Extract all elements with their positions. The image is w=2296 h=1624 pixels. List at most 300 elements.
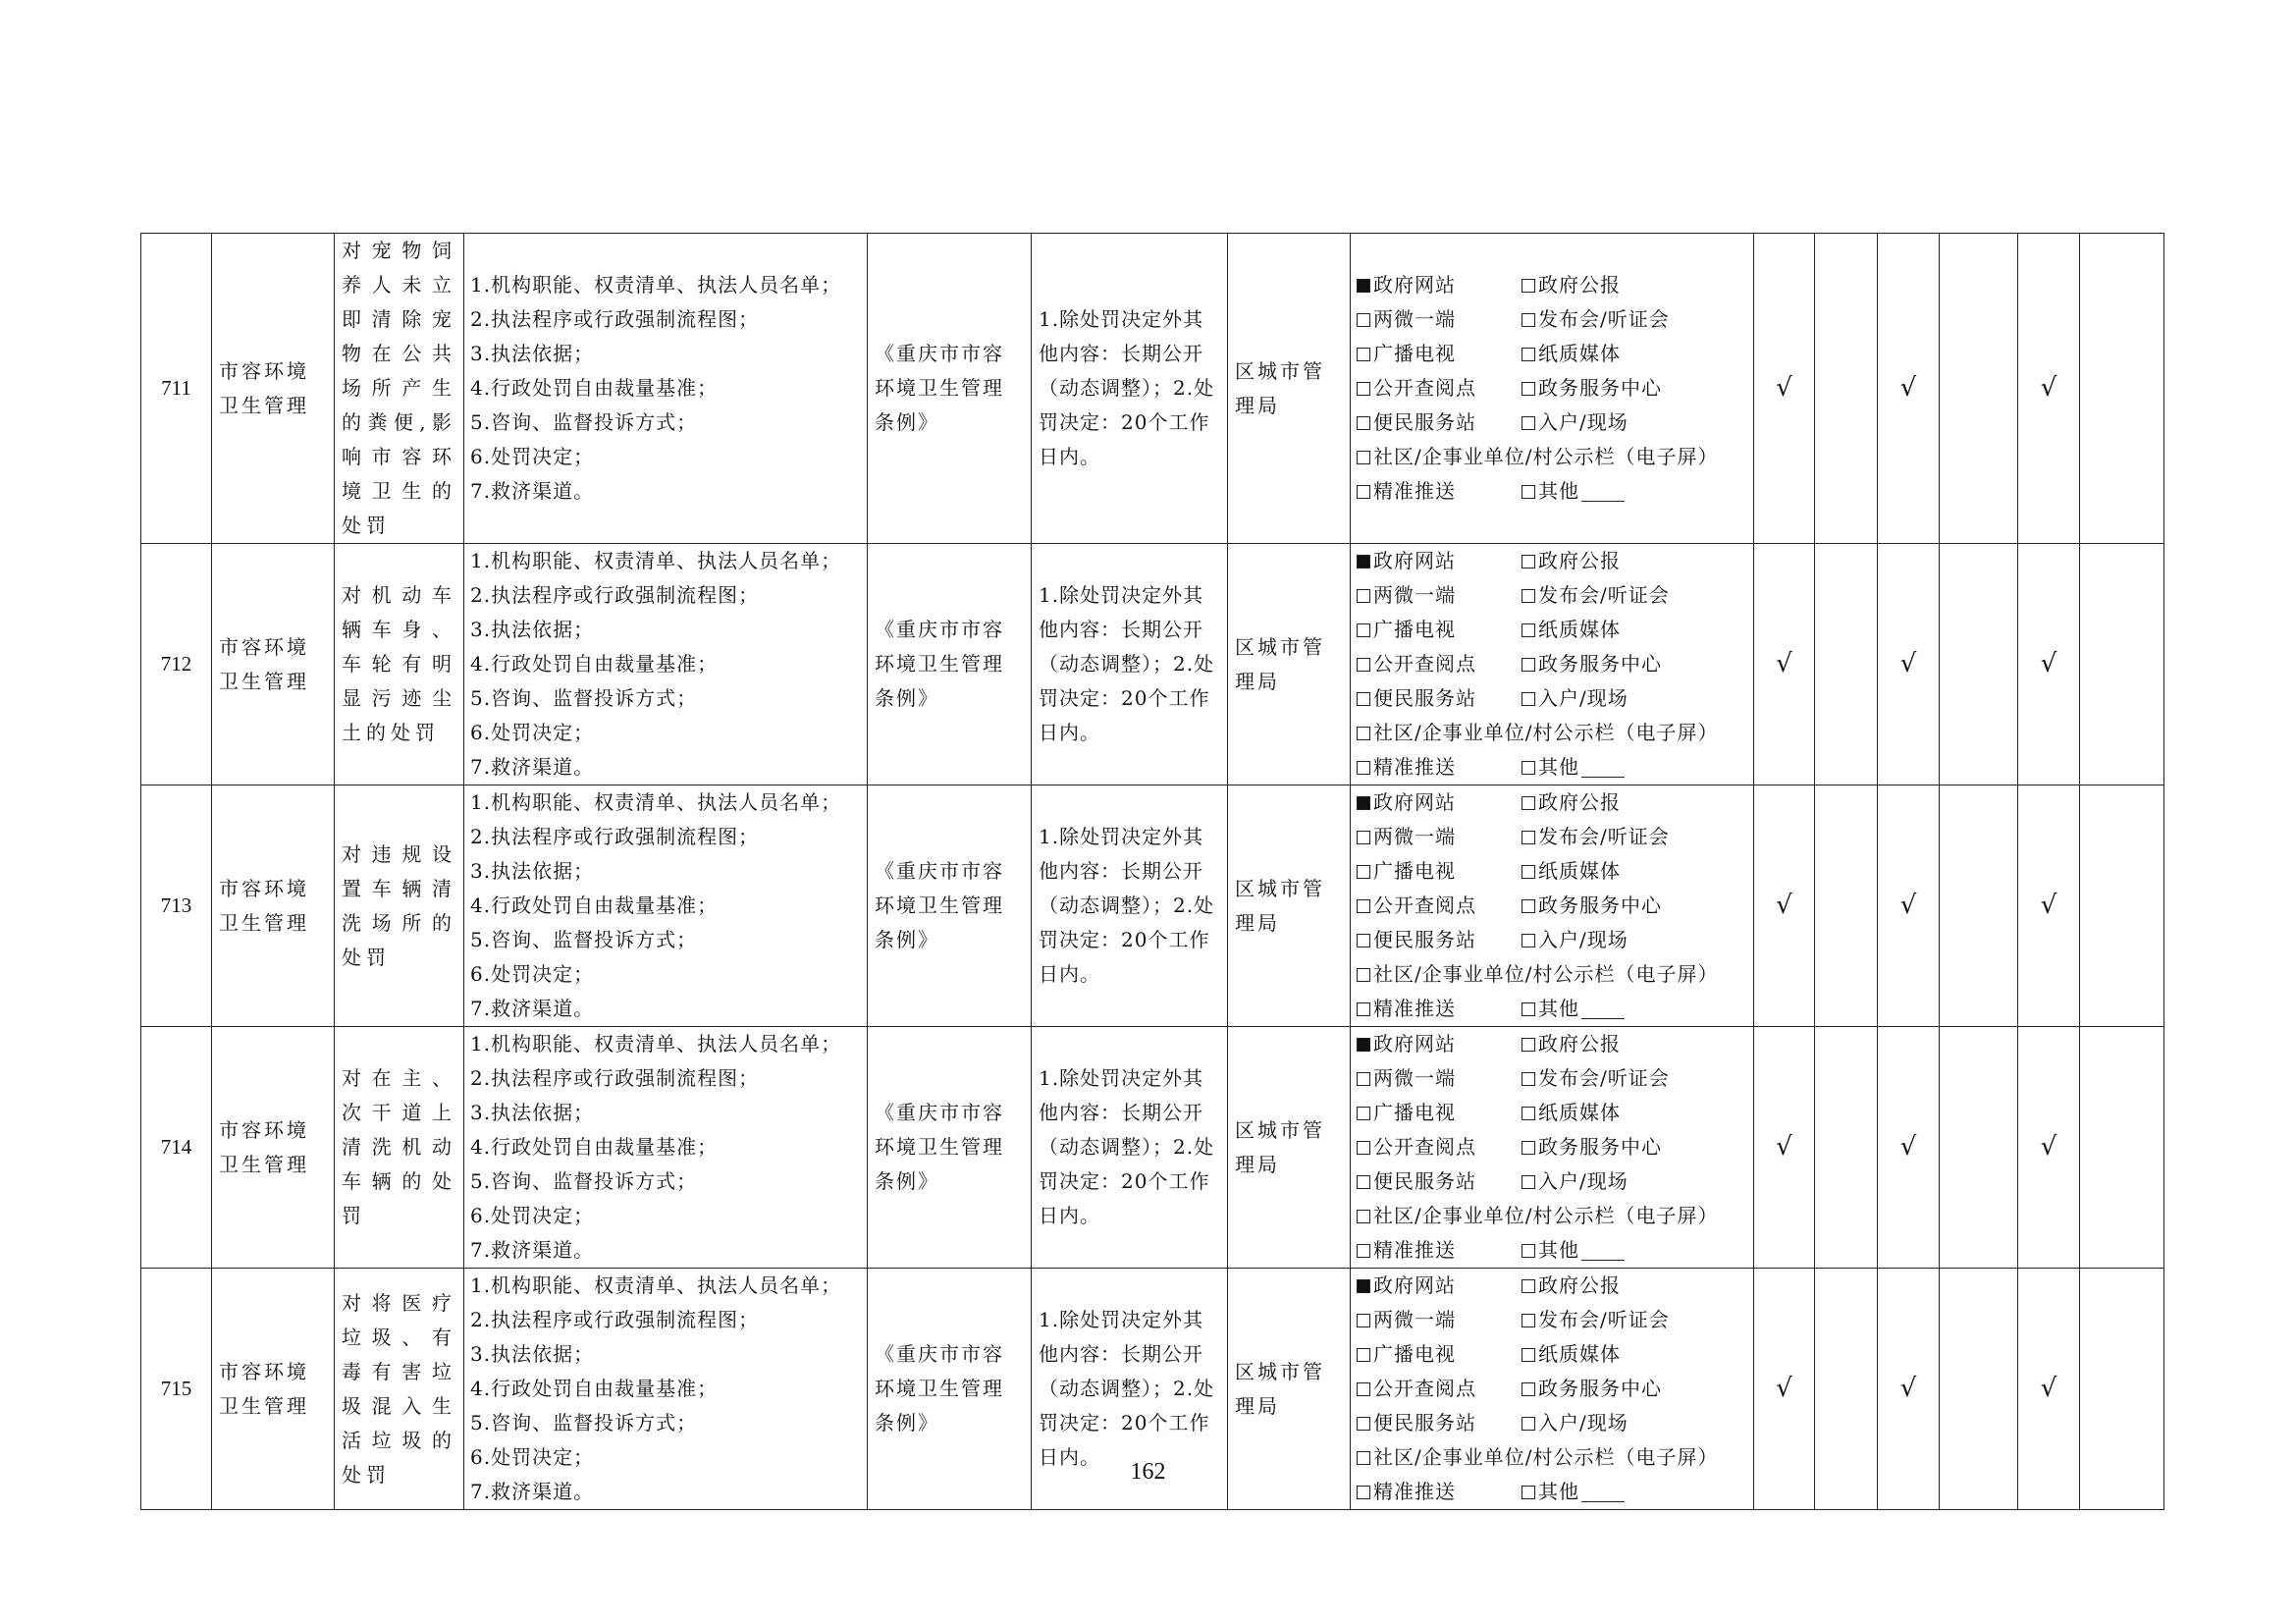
row-number: 714: [141, 1027, 212, 1269]
timing-cell: 1.除处罚决定外其他内容：长期公开（动态调整）；2.处罚决定：20个工作日内。: [1032, 234, 1228, 544]
item-cell: 对宠物饲养人未立即清除宠物在公共场所产生的粪便,影响市容环境卫生的处罚: [335, 234, 464, 544]
unchecked-box-icon: [1522, 348, 1535, 361]
channel-label: 精准推送: [1373, 755, 1456, 779]
content-line: 5.咨询、监督投诉方式；: [470, 410, 698, 434]
timing-cell: 1.除处罚决定外其他内容：长期公开（动态调整）；2.处罚决定：20个工作日内。: [1032, 544, 1228, 785]
unchecked-box-icon: [1522, 1072, 1535, 1086]
channel-label: 公开查阅点: [1373, 1377, 1476, 1400]
content-line: 5.咨询、监督投诉方式；: [470, 686, 698, 710]
channel-label: 入户/现场: [1538, 1169, 1629, 1193]
channel-option: [1522, 371, 1662, 406]
channel-row: [1357, 544, 1747, 578]
checkmark-cell: √: [2018, 785, 2080, 1027]
channel-option: [1522, 1303, 1670, 1337]
channel-option: [1357, 1303, 1522, 1337]
content-line: 6.处罚决定；: [470, 721, 595, 744]
channel-label: 政府公报: [1538, 790, 1621, 814]
channel-option: [1522, 578, 1670, 613]
channel-option: [1522, 1061, 1670, 1096]
channel-option: [1357, 268, 1522, 302]
checkmark-cell: √: [2018, 234, 2080, 544]
channel-option: [1357, 785, 1522, 820]
channel-row: [1357, 785, 1747, 820]
channel-row: [1357, 820, 1747, 854]
unchecked-box-icon: [1357, 1210, 1370, 1223]
timing-cell: 1.除处罚决定外其他内容：长期公开（动态调整）；2.处罚决定：20个工作日内。: [1032, 1027, 1228, 1269]
channel-row: [1357, 1061, 1747, 1096]
unchecked-box-icon: [1357, 968, 1370, 982]
channel-label: 便民服务站: [1373, 410, 1476, 434]
table-row: [141, 544, 2164, 785]
department-cell: 区城市管理局: [1228, 234, 1351, 544]
content-line: 2.执法程序或行政强制流程图；: [470, 1066, 760, 1090]
table-row: [141, 1027, 2164, 1269]
disclosure-content-cell: [464, 544, 868, 785]
legal-basis-cell: 《重庆市市容环境卫生管理条例》: [868, 1269, 1032, 1510]
unchecked-box-icon: [1357, 899, 1370, 913]
channel-label: 入户/现场: [1538, 1411, 1629, 1435]
unchecked-box-icon: [1522, 1279, 1535, 1293]
checked-box-icon: [1357, 796, 1370, 810]
channel-option: [1357, 923, 1522, 957]
content-line: 4.行政处罚自由裁量基准；: [470, 893, 719, 917]
channel-label: 政府网站: [1373, 1032, 1456, 1056]
category-cell: 市容环境卫生管理: [212, 544, 335, 785]
content-line: 1.机构职能、权责清单、执法人员名单；: [470, 1032, 842, 1056]
channel-option: [1522, 302, 1670, 337]
channel-option: [1357, 1406, 1522, 1440]
channel-label: 两微一端: [1373, 825, 1456, 848]
channel-label: 政务服务中心: [1538, 376, 1662, 400]
unchecked-box-icon: [1522, 382, 1535, 396]
content-line: 2.执法程序或行政强制流程图；: [470, 307, 760, 331]
channel-row: [1357, 681, 1747, 716]
content-line: 3.执法依据；: [470, 1342, 595, 1366]
channel-label: 发布会/听证会: [1538, 1308, 1670, 1331]
channel-option: [1357, 1061, 1522, 1096]
channel-label: 纸质媒体: [1538, 618, 1621, 641]
channel-label: 政府网站: [1373, 790, 1456, 814]
table-row: [141, 785, 2164, 1027]
unchecked-box-icon: [1357, 623, 1370, 637]
content-line: 6.处罚决定；: [470, 1445, 595, 1469]
row-number: 713: [141, 785, 212, 1027]
unchecked-box-icon: [1522, 1417, 1535, 1431]
empty-cell: [2080, 234, 2164, 544]
content-line: 4.行政处罚自由裁量基准；: [470, 1377, 719, 1400]
item-cell: 对将医疗垃圾、有毒有害垃圾混入生活垃圾的处罚: [335, 1269, 464, 1510]
channel-option: [1357, 474, 1522, 509]
channel-label: 公开查阅点: [1373, 376, 1476, 400]
channel-label: 入户/现场: [1538, 686, 1629, 710]
channel-row: [1357, 750, 1747, 785]
fill-in-blank-line: [1581, 1240, 1625, 1261]
table-body: [141, 234, 2164, 1510]
unchecked-box-icon: [1357, 348, 1370, 361]
disclosure-content-cell: [464, 1027, 868, 1269]
content-line: 6.处罚决定；: [470, 962, 595, 986]
channel-label: 精准推送: [1373, 479, 1456, 503]
legal-basis-cell: 《重庆市市容环境卫生管理条例》: [868, 1027, 1032, 1269]
category-cell: 市容环境卫生管理: [212, 234, 335, 544]
content-line: 5.咨询、监督投诉方式；: [470, 1411, 698, 1435]
unchecked-box-icon: [1357, 1175, 1370, 1189]
unchecked-box-icon: [1357, 1486, 1370, 1499]
channel-row: [1357, 1164, 1747, 1199]
content-line: 3.执法依据；: [470, 618, 595, 641]
channel-row: [1357, 1199, 1747, 1233]
channel-option: [1522, 268, 1621, 302]
channel-option: [1522, 820, 1670, 854]
checked-box-icon: [1357, 279, 1370, 293]
channel-row: [1357, 1406, 1747, 1440]
content-line: 3.执法依据；: [470, 342, 595, 365]
channel-label: 社区/企事业单位/村公示栏（电子屏）: [1373, 962, 1719, 986]
unchecked-box-icon: [1522, 1244, 1535, 1258]
channel-label: 政务服务中心: [1538, 893, 1662, 917]
channel-label: 政务服务中心: [1538, 1377, 1662, 1400]
content-line: 1.机构职能、权责清单、执法人员名单；: [470, 549, 842, 572]
channel-option: [1357, 1233, 1522, 1268]
unchecked-box-icon: [1357, 761, 1370, 775]
channel-label: 其他: [1538, 479, 1579, 503]
checkmark-cell: √: [1754, 234, 1815, 544]
channel-row: [1357, 302, 1747, 337]
channel-row: [1357, 957, 1747, 992]
channel-label: 政府公报: [1538, 1273, 1621, 1297]
unchecked-box-icon: [1357, 727, 1370, 740]
channel-label: 两微一端: [1373, 1308, 1456, 1331]
empty-cell: [2080, 1027, 2164, 1269]
unchecked-box-icon: [1357, 865, 1370, 879]
unchecked-box-icon: [1357, 485, 1370, 499]
channel-label: 其他: [1538, 997, 1579, 1020]
unchecked-box-icon: [1522, 1348, 1535, 1362]
content-line: 6.处罚决定；: [470, 1204, 595, 1227]
channel-option: [1522, 1269, 1621, 1303]
item-cell: 对违规设置车辆清洗场所的处罚: [335, 785, 464, 1027]
channel-row: [1357, 923, 1747, 957]
channel-option: [1522, 1164, 1629, 1199]
channel-row: [1357, 1096, 1747, 1130]
channel-label: 政府网站: [1373, 549, 1456, 572]
item-cell: 对在主、次干道上清洗机动车辆的处罚: [335, 1027, 464, 1269]
page-number: 162: [1130, 1459, 1166, 1485]
channel-label: 入户/现场: [1538, 928, 1629, 951]
department-cell: 区城市管理局: [1228, 1027, 1351, 1269]
channel-option: [1357, 889, 1522, 923]
unchecked-box-icon: [1357, 1072, 1370, 1086]
checkmark-cell: √: [1878, 1269, 1940, 1510]
channel-row: [1357, 1337, 1747, 1372]
channel-label: 两微一端: [1373, 307, 1456, 331]
category-cell: 市容环境卫生管理: [212, 1027, 335, 1269]
channel-option: [1357, 1027, 1522, 1061]
unchecked-box-icon: [1522, 831, 1535, 844]
unchecked-box-icon: [1357, 692, 1370, 706]
unchecked-box-icon: [1357, 451, 1370, 464]
content-line: 5.咨询、监督投诉方式；: [470, 1169, 698, 1193]
channel-option: [1357, 1199, 1718, 1233]
channel-label: 社区/企事业单位/村公示栏（电子屏）: [1373, 721, 1719, 744]
channel-row: [1357, 1372, 1747, 1406]
empty-cell: [1815, 234, 1878, 544]
unchecked-box-icon: [1357, 658, 1370, 672]
unchecked-box-icon: [1357, 1107, 1370, 1120]
department-cell: 区城市管理局: [1228, 1269, 1351, 1510]
disclosure-content-cell: [464, 785, 868, 1027]
checked-box-icon: [1357, 555, 1370, 568]
channel-option: [1357, 647, 1522, 681]
channel-label: 政府公报: [1538, 1032, 1621, 1056]
channel-option: [1522, 1337, 1621, 1372]
channel-label: 精准推送: [1373, 1238, 1456, 1262]
channel-label: 政府公报: [1538, 549, 1621, 572]
unchecked-box-icon: [1357, 1314, 1370, 1327]
channel-option: [1357, 854, 1522, 889]
channel-label: 入户/现场: [1538, 410, 1629, 434]
channel-option: [1357, 1269, 1522, 1303]
channel-label: 发布会/听证会: [1538, 583, 1670, 607]
content-line: 2.执法程序或行政强制流程图；: [470, 583, 760, 607]
channel-option: [1357, 1130, 1522, 1164]
table-row: [141, 234, 2164, 544]
channel-option: [1357, 544, 1522, 578]
checkmark-cell: √: [1878, 1027, 1940, 1269]
channel-label: 政务服务中心: [1538, 652, 1662, 676]
channel-row: [1357, 474, 1747, 509]
department-cell: 区城市管理局: [1228, 785, 1351, 1027]
unchecked-box-icon: [1357, 382, 1370, 396]
channel-option: [1522, 889, 1662, 923]
empty-cell: [1815, 785, 1878, 1027]
channel-row: [1357, 1233, 1747, 1268]
unchecked-box-icon: [1357, 934, 1370, 947]
empty-cell: [1940, 1027, 2018, 1269]
checkmark-cell: √: [2018, 544, 2080, 785]
channel-label: 社区/企事业单位/村公示栏（电子屏）: [1373, 1445, 1719, 1469]
content-line: 5.咨询、监督投诉方式；: [470, 928, 698, 951]
channel-label: 广播电视: [1373, 618, 1456, 641]
unchecked-box-icon: [1522, 1314, 1535, 1327]
content-line: 7.救济渠道。: [470, 1480, 595, 1503]
unchecked-box-icon: [1522, 796, 1535, 810]
legal-basis-cell: 《重庆市市容环境卫生管理条例》: [868, 544, 1032, 785]
unchecked-box-icon: [1522, 1002, 1535, 1016]
checkmark-cell: √: [1878, 785, 1940, 1027]
channel-row: [1357, 1303, 1747, 1337]
checkmark-cell: √: [1878, 544, 1940, 785]
channel-label: 便民服务站: [1373, 686, 1476, 710]
unchecked-box-icon: [1522, 934, 1535, 947]
content-line: 4.行政处罚自由裁量基准；: [470, 1135, 719, 1159]
channel-option: [1357, 820, 1522, 854]
unchecked-box-icon: [1522, 865, 1535, 879]
checkmark-cell: √: [1754, 544, 1815, 785]
channel-option: [1522, 785, 1621, 820]
channel-row: [1357, 268, 1747, 302]
channel-row: [1357, 613, 1747, 647]
disclosure-content-cell: [464, 234, 868, 544]
channel-option: [1522, 1233, 1625, 1268]
channel-option: [1357, 1372, 1522, 1406]
content-line: 3.执法依据；: [470, 1101, 595, 1124]
content-line: 6.处罚决定；: [470, 445, 595, 468]
empty-cell: [1940, 785, 2018, 1027]
content-line: 2.执法程序或行政强制流程图；: [470, 1308, 760, 1331]
channel-label: 政府网站: [1373, 273, 1456, 297]
channel-option: [1522, 1027, 1621, 1061]
content-line: 1.机构职能、权责清单、执法人员名单；: [470, 273, 842, 297]
unchecked-box-icon: [1357, 831, 1370, 844]
unchecked-box-icon: [1357, 1244, 1370, 1258]
channel-row: [1357, 647, 1747, 681]
unchecked-box-icon: [1522, 313, 1535, 327]
unchecked-box-icon: [1357, 1382, 1370, 1396]
content-line: 1.机构职能、权责清单、执法人员名单；: [470, 1273, 842, 1297]
channel-label: 政府公报: [1538, 273, 1621, 297]
fill-in-blank-line: [1581, 481, 1625, 502]
category-cell: 市容环境卫生管理: [212, 1269, 335, 1510]
channel-row: [1357, 371, 1747, 406]
channel-option: [1357, 681, 1522, 716]
channel-label: 纸质媒体: [1538, 859, 1621, 883]
channel-row: [1357, 406, 1747, 440]
channel-row: [1357, 578, 1747, 613]
channel-option: [1522, 681, 1629, 716]
channel-label: 便民服务站: [1373, 928, 1476, 951]
unchecked-box-icon: [1522, 555, 1535, 568]
channel-option: [1357, 440, 1718, 474]
channel-option: [1357, 406, 1522, 440]
channel-label: 纸质媒体: [1538, 342, 1621, 365]
checkmark-cell: √: [1878, 234, 1940, 544]
channel-option: [1357, 1337, 1522, 1372]
unchecked-box-icon: [1357, 1141, 1370, 1155]
content-line: 4.行政处罚自由裁量基准；: [470, 376, 719, 400]
channel-label: 社区/企事业单位/村公示栏（电子屏）: [1373, 1204, 1719, 1227]
channel-label: 其他: [1538, 1480, 1579, 1503]
channel-label: 广播电视: [1373, 342, 1456, 365]
channel-label: 广播电视: [1373, 1342, 1456, 1366]
unchecked-box-icon: [1522, 416, 1535, 430]
timing-cell: 1.除处罚决定外其他内容：长期公开（动态调整）；2.处罚决定：20个工作日内。: [1032, 1269, 1228, 1510]
empty-cell: [1815, 1027, 1878, 1269]
channel-row: [1357, 992, 1747, 1026]
channel-option: [1357, 613, 1522, 647]
channel-label: 其他: [1538, 1238, 1579, 1262]
row-number: 715: [141, 1269, 212, 1510]
channel-option: [1357, 1096, 1522, 1130]
checkmark-cell: √: [2018, 1027, 2080, 1269]
unchecked-box-icon: [1522, 1382, 1535, 1396]
item-cell: 对机动车辆车身、车轮有明显污迹尘土的处罚: [335, 544, 464, 785]
channel-option: [1357, 1164, 1522, 1199]
unchecked-box-icon: [1522, 485, 1535, 499]
channel-row: [1357, 1027, 1747, 1061]
content-line: 3.执法依据；: [470, 859, 595, 883]
fill-in-blank-line: [1581, 757, 1625, 778]
empty-cell: [1940, 544, 2018, 785]
fill-in-blank-line: [1581, 999, 1625, 1019]
channel-label: 发布会/听证会: [1538, 1066, 1670, 1090]
content-line: 1.机构职能、权责清单、执法人员名单；: [470, 790, 842, 814]
channel-option: [1522, 1406, 1629, 1440]
checkmark-cell: √: [2018, 1269, 2080, 1510]
channel-label: 纸质媒体: [1538, 1342, 1621, 1366]
unchecked-box-icon: [1357, 1348, 1370, 1362]
channel-option: [1357, 337, 1522, 371]
unchecked-box-icon: [1522, 1486, 1535, 1499]
channel-option: [1522, 613, 1621, 647]
unchecked-box-icon: [1522, 658, 1535, 672]
channel-option: [1357, 750, 1522, 785]
channels-cell: [1351, 234, 1754, 544]
department-cell: 区城市管理局: [1228, 544, 1351, 785]
channel-option: [1522, 1096, 1621, 1130]
channel-label: 精准推送: [1373, 1480, 1456, 1503]
channel-label: 两微一端: [1373, 583, 1456, 607]
disclosure-table: [140, 233, 2164, 1510]
channel-label: 发布会/听证会: [1538, 307, 1670, 331]
category-cell: 市容环境卫生管理: [212, 785, 335, 1027]
channel-option: [1357, 957, 1718, 992]
channel-row: [1357, 716, 1747, 750]
channel-option: [1357, 578, 1522, 613]
channel-label: 政务服务中心: [1538, 1135, 1662, 1159]
unchecked-box-icon: [1357, 1002, 1370, 1016]
checked-box-icon: [1357, 1038, 1370, 1052]
channel-option: [1357, 302, 1522, 337]
unchecked-box-icon: [1522, 1141, 1535, 1155]
channel-label: 公开查阅点: [1373, 893, 1476, 917]
channel-row: [1357, 889, 1747, 923]
channels-cell: [1351, 1027, 1754, 1269]
channel-label: 纸质媒体: [1538, 1101, 1621, 1124]
channel-option: [1522, 406, 1629, 440]
channel-option: [1522, 544, 1621, 578]
legal-basis-cell: 《重庆市市容环境卫生管理条例》: [868, 234, 1032, 544]
channel-option: [1357, 716, 1718, 750]
unchecked-box-icon: [1522, 761, 1535, 775]
unchecked-box-icon: [1522, 589, 1535, 603]
row-number: 711: [141, 234, 212, 544]
content-line: 7.救济渠道。: [470, 755, 595, 779]
channel-option: [1522, 1372, 1662, 1406]
channel-option: [1357, 371, 1522, 406]
channel-option: [1522, 474, 1625, 509]
channel-row: [1357, 854, 1747, 889]
channel-label: 两微一端: [1373, 1066, 1456, 1090]
unchecked-box-icon: [1357, 313, 1370, 327]
row-number: 712: [141, 544, 212, 785]
channel-row: [1357, 337, 1747, 371]
channel-row: [1357, 1269, 1747, 1303]
content-line: 2.执法程序或行政强制流程图；: [470, 825, 760, 848]
channel-option: [1522, 992, 1625, 1026]
channel-label: 社区/企事业单位/村公示栏（电子屏）: [1373, 445, 1719, 468]
channel-label: 精准推送: [1373, 997, 1456, 1020]
unchecked-box-icon: [1522, 279, 1535, 293]
checkmark-cell: √: [1754, 1269, 1815, 1510]
unchecked-box-icon: [1522, 1107, 1535, 1120]
channel-option: [1522, 750, 1625, 785]
checked-box-icon: [1357, 1279, 1370, 1293]
channel-option: [1522, 854, 1621, 889]
unchecked-box-icon: [1357, 416, 1370, 430]
channel-label: 广播电视: [1373, 1101, 1456, 1124]
channel-label: 便民服务站: [1373, 1169, 1476, 1193]
